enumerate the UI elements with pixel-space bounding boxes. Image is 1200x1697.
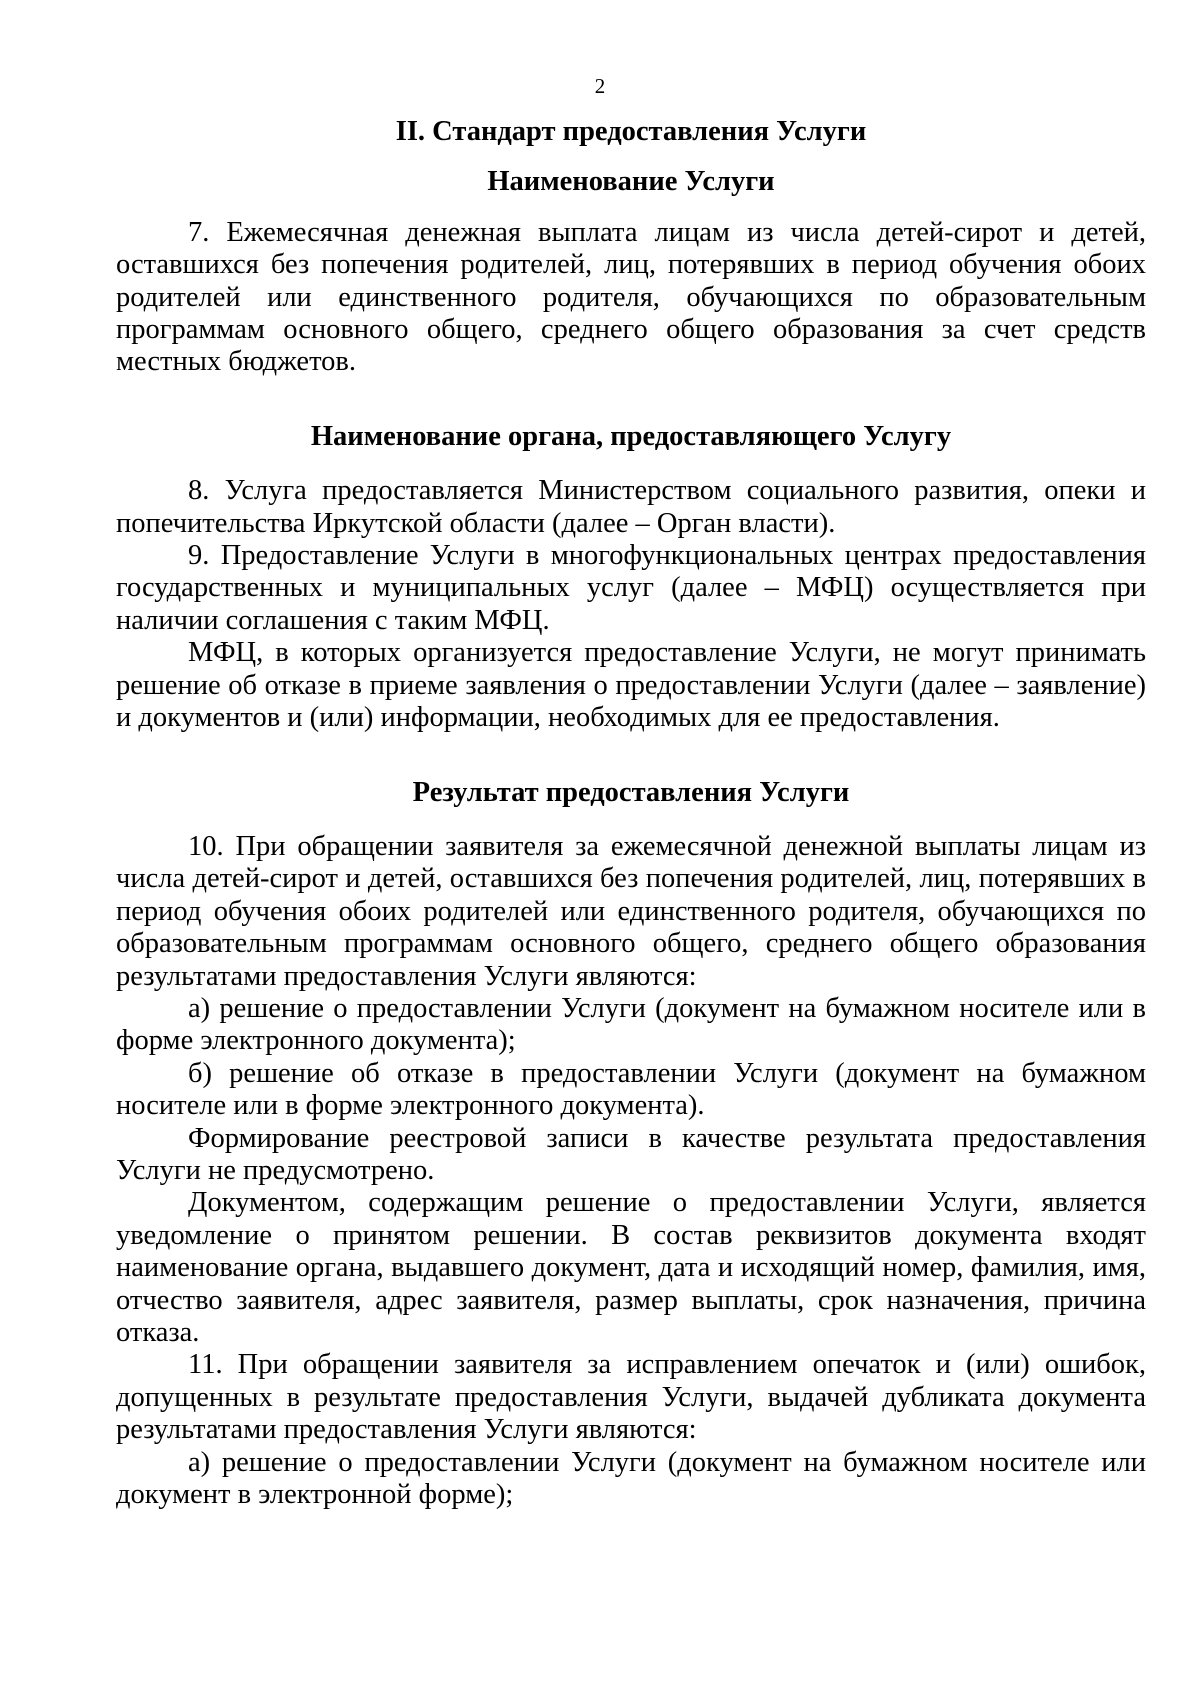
paragraph-10-b: б) решение об отказе в предоставлении Услуги (документ на бумажном носителе или в форме электронного документа). xyxy=(116,1057,1146,1122)
heading-service-result: Результат предоставления Услуги xyxy=(412,776,850,808)
paragraph-decision-document: Документом, содержащим решение о предоставлении Услуги, является уведомление о принятом решении. В состав реквизитов документа входят наименование органа, выдавшего документ, дата и исходящий номер, фамилия, имя, отчество заявителя, адрес заявителя, размер выплаты, срок назначения, причина отказа. xyxy=(116,1187,1146,1348)
heading-providing-authority: Наименование органа, предоставляющего Услугу xyxy=(310,420,952,452)
paragraph-8: 8. Услуга предоставляется Министерством социального развития, опеки и попечительства Иркутской области (далее – Орган власти). xyxy=(116,475,1146,539)
page-number: 2 xyxy=(594,74,606,98)
paragraph-10: 10. При обращении заявителя за ежемесячной денежной выплаты лицам из числа детей-сирот и детей, оставшихся без попечения родителей, лиц, потерявших в период обучения обоих родителей или единственного родителя, обучающихся по образовательным программам основного общего, среднего общего образования результатами предоставления Услуги являются: xyxy=(116,830,1146,992)
section-title: II. Стандарт предоставления Услуги xyxy=(395,116,867,147)
paragraph-registry-record: Формирование реестровой записи в качестве результата предоставления Услуги не предусмотрено. xyxy=(116,1122,1146,1186)
paragraph-11-a: а) решение о предоставлении Услуги (документ на бумажном носителе или документ в электронной форме); xyxy=(116,1446,1146,1511)
paragraph-7: 7. Ежемесячная денежная выплата лицам из числа детей-сирот и детей, оставшихся без попечения родителей, лиц, потерявших в период обучения обоих родителей или единственного родителя, обучающихся по образовательным программам основного общего, среднего общего образования за счет средств местных бюджетов. xyxy=(116,216,1146,378)
document-body xyxy=(116,116,1146,1511)
paragraph-mfc: МФЦ, в которых организуется предоставление Услуги, не могут принимать решение об отказе в приеме заявления о предоставлении Услуги (далее – заявление) и документов и (или) информации, необходимых для ее предоставления. xyxy=(116,637,1146,734)
heading-service-name: Наименование Услуги xyxy=(487,166,775,198)
paragraph-11: 11. При обращении заявителя за исправлением опечаток и (или) ошибок, допущенных в результате предоставления Услуги, выдачей дубликата документа результатами предоставления Услуги являются: xyxy=(116,1349,1146,1446)
paragraph-10-a: а) решение о предоставлении Услуги (документ на бумажном носителе или в форме электронного документа); xyxy=(116,992,1146,1057)
paragraph-9: 9. Предоставление Услуги в многофункциональных центрах предоставления государственных и муниципальных услуг (далее – МФЦ) осуществляется при наличии соглашения с таким МФЦ. xyxy=(116,540,1146,636)
